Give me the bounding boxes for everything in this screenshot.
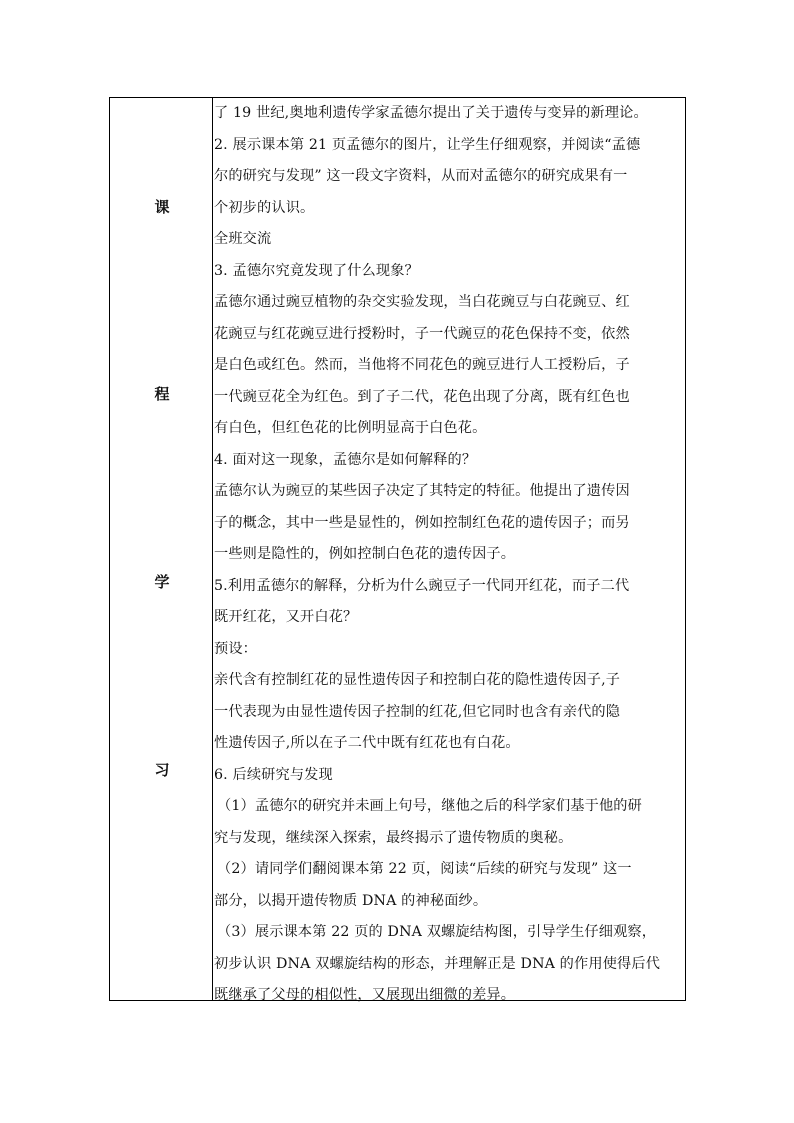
content-line: 一代豌豆花全为红色。到了子二代，花色出现了分离，既有红色也 [214,388,630,405]
content-line: （1）孟德尔的研究并未画上句号，继他之后的科学家们基于他的研 [217,798,642,814]
content-line: 花豌豆与红花豌豆进行授粉时，子一代豌豆的花色保持不变，依然 [214,325,630,342]
side-label-cheng: 程 [154,385,170,403]
content-line: 初步认识 DNA 双螺旋结构的形态，并理解正是 DNA 的作用使得后代 [214,955,661,972]
content-line: 2. 展示课本第 21 页孟德尔的图片，让学生仔细观察，并阅读“孟德 [214,136,641,153]
content-line: 亲代含有控制红花的显性遗传因子和控制白花的隐性遗传因子,子 [214,672,621,688]
content-line: 6. 后续研究与发现 [214,766,333,783]
content-line: （3）展示课本第 22 页的 DNA 双螺旋结构图，引导学生仔细观察， [217,924,657,940]
content-line: 5.利用孟德尔的解释，分析为什么豌豆子一代同开红花，而子二代 [214,577,630,594]
content-line: 有白色，但红色花的比例明显高于白色花。 [214,420,487,436]
content-line: 既开红花，又开白花？ [214,609,358,625]
content-line: 一些则是隐性的，例如控制白色花的遗传因子。 [214,546,516,562]
content-line: 是白色或红色。然而，当他将不同花色的豌豆进行人工授粉后，子 [214,357,630,373]
lesson-content [214,98,684,1012]
column-divider [212,97,213,1001]
side-label-xi: 习 [154,761,170,779]
content-line: 3. 孟德尔究竟发现了什么现象？ [214,262,419,279]
content-line: 尔的研究与发现” 这一段文字资料，从而对孟德尔的研究成果有一 [214,168,628,184]
content-line: 全班交流 [214,231,272,247]
side-label-xue: 学 [154,573,170,591]
content-line: 一代表现为由显性遗传因子控制的红花,但它同时也含有亲代的隐 [214,703,621,720]
content-line: 预设： [214,640,258,657]
content-line: 性遗传因子,所以在子二代中既有红花也有白花。 [214,735,520,751]
content-line: 孟德尔认为豌豆的某些因子决定了其特定的特征。他提出了遗传因 [214,483,630,499]
content-line: 既继承了父母的相似性，又展现出细微的差异。 [214,987,516,1003]
content-line: 子的概念，其中一些是显性的，例如控制红色花的遗传因子；而另 [214,514,630,531]
content-line: 孟德尔通过豌豆植物的杂交实验发现，当白花豌豆与白花豌豆、红 [214,294,630,310]
content-line: 究与发现，继续深入探索，最终揭示了遗传物质的奥秘。 [214,829,573,846]
content-line: （2）请同学们翻阅课本第 22 页，阅读“后续的研究与发现” 这一 [217,861,632,877]
content-line: 个初步的认识。 [214,199,315,216]
side-label-ke: 课 [154,198,170,216]
content-line: 了 19 世纪,奥地利遗传学家孟德尔提出了关于遗传与变异的新理论。 [214,105,648,121]
content-line: 部分，以揭开遗传物质 DNA 的神秘面纱。 [214,892,488,909]
content-line: 4. 面对这一现象，孟德尔是如何解释的？ [214,451,477,468]
